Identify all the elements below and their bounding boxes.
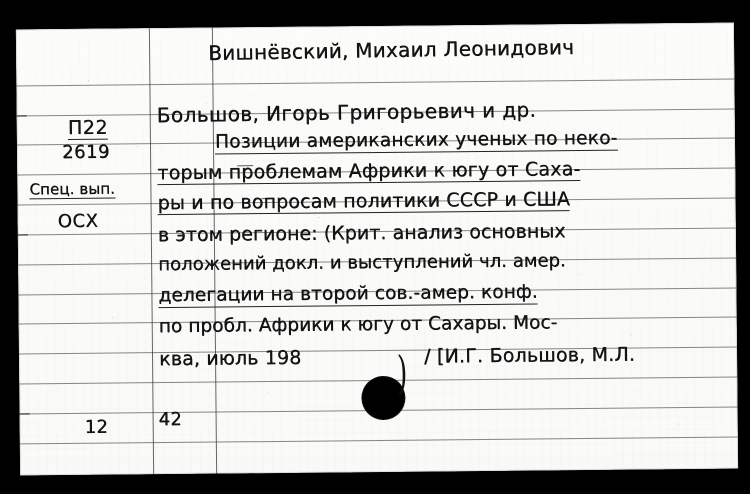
card-line-6: положений докл. и выступлений чл. амер. xyxy=(158,250,566,276)
inventory-number: 2619 xyxy=(61,141,110,164)
left-edge-mark-2 xyxy=(18,234,28,235)
card-line-9: ква, июль 198 xyxy=(158,346,302,371)
library-catalog-card xyxy=(16,23,738,476)
left-margin-line xyxy=(149,28,154,474)
inner-margin-line xyxy=(212,28,217,474)
card-rule-1 xyxy=(16,79,734,87)
card-line-3: торым проблемам Африки к югу от Саха- xyxy=(157,158,581,185)
small-scan-mark xyxy=(237,165,253,167)
card-line-8: по пробл. Африки к югу от Сахары. Мос- xyxy=(158,312,558,338)
left-edge-mark-3 xyxy=(20,413,30,414)
classification-code: ОСХ xyxy=(57,210,99,233)
card-line-4: ры и по вопросам политики СССР и США xyxy=(157,188,571,215)
closing-parenthesis-icon: ) xyxy=(396,345,408,400)
card-line-2: Позиции американских ученых по неко- xyxy=(214,127,618,153)
call-number: П22 xyxy=(67,116,109,139)
page-count: 42 xyxy=(158,408,183,431)
author-heading: Вишнёвский, Михаил Леонидович xyxy=(207,34,575,65)
card-line-7: делегации на второй сов.-амер. конф. xyxy=(158,281,538,307)
lower-left-number: 12 xyxy=(84,416,109,438)
card-line-5: в этом регионе: (Крит. анализ основных xyxy=(157,220,566,247)
card-line-9-tail: / [И.Г. Большов, М.Л. xyxy=(423,343,636,368)
special-edition-note: Спец. вып. xyxy=(29,179,116,199)
card-rule-13 xyxy=(20,437,738,445)
small-scan-mark xyxy=(262,198,274,200)
left-edge-mark-1 xyxy=(17,115,27,116)
card-line-1: Большов, Игорь Григорьевич и др. xyxy=(156,97,537,128)
